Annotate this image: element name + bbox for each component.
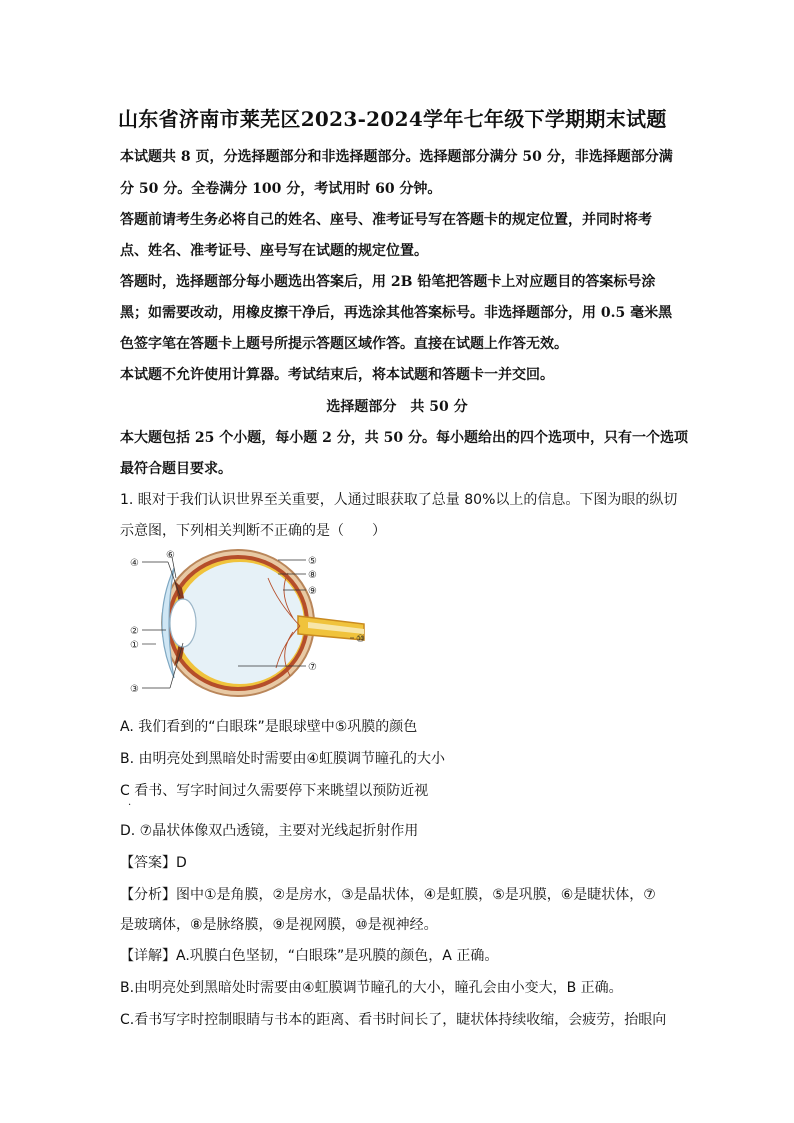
label-3: ③ <box>130 684 139 695</box>
section-description: 本大题包括 25 个小题，每小题 2 分，共 50 分。每小题给出的四个选项中，只有一个选项 <box>120 430 688 446</box>
label-4: ④ <box>130 558 139 569</box>
option-b: B. 由明亮处到黑暗处时需要由④虹膜调节瞳孔的大小 <box>120 751 446 767</box>
instruction-line: 黑；如需要改动，用橡皮擦干净后，再选涂其他答案标号。非选择题部分，用 0.5 毫米黑 <box>120 305 673 321</box>
section-title: 选择题部分 共 50 分 <box>326 399 468 415</box>
instruction-line: 本试题共 8 页，分选择题部分和非选择题部分。选择题部分满分 50 分，非选择题部分满 <box>120 149 673 165</box>
instruction-line: 答题前请考生务必将自己的姓名、座号、准考证号写在答题卡的规定位置，并同时将考 <box>120 212 652 228</box>
option-c-dot: . <box>128 797 132 808</box>
label-8: ⑧ <box>308 570 317 581</box>
label-5: ⑤ <box>308 556 317 567</box>
option-d: D. ⑦晶状体像双凸透镜，主要对光线起折射作用 <box>120 823 419 839</box>
eye-section-figure <box>128 548 376 698</box>
question-stem: 示意图，下列相关判断不正确的是（ ） <box>120 523 386 539</box>
analysis-line: 是玻璃体，⑧是脉络膜，⑨是视网膜，⑩是视神经。 <box>120 917 438 933</box>
label-9: ⑨ <box>308 586 317 597</box>
label-6: ⑥ <box>166 550 175 561</box>
exam-title: 山东省济南市莱芜区2023-2024学年七年级下学期期末试题 <box>118 107 667 131</box>
section-description: 最符合题目要求。 <box>120 461 232 477</box>
instruction-line: 点、姓名、准考证号、座号写在试题的规定位置。 <box>120 243 428 259</box>
lens-shape <box>170 599 196 647</box>
option-c: C 看书、写字时间过久需要停下来眺望以预防近视 <box>120 783 429 799</box>
detail-line: 【详解】A.巩膜白色坚韧，“白眼珠”是巩膜的颜色，A 正确。 <box>120 948 499 964</box>
label-1: ① <box>130 640 139 651</box>
question-stem: 1. 眼对于我们认识世界至关重要，人通过眼获取了总量 80%以上的信息。下图为眼的纵切 <box>120 492 678 508</box>
label-2: ② <box>130 626 139 637</box>
detail-line: B.由明亮处到黑暗处时需要由④虹膜调节瞳孔的大小，瞳孔会由小变大，B 正确。 <box>120 980 623 996</box>
instruction-line: 答题时，选择题部分每小题选出答案后，用 2B 铅笔把答题卡上对应题目的答案标号涂 <box>120 274 656 290</box>
eye-diagram <box>128 548 376 698</box>
instruction-line: 本试题不允许使用计算器。考试结束后，将本试题和答题卡一并交回。 <box>120 367 554 383</box>
label-7: ⑦ <box>308 662 317 673</box>
analysis-line: 【分析】图中①是角膜，②是房水，③是晶状体，④是虹膜，⑤是巩膜，⑥是睫状体，⑦ <box>120 887 656 903</box>
label-10: ⑩ <box>356 634 365 645</box>
instruction-line: 分 50 分。全卷满分 100 分，考试用时 60 分钟。 <box>120 181 442 197</box>
option-a: A. 我们看到的“白眼珠”是眼球壁中⑤巩膜的颜色 <box>120 719 418 735</box>
answer-line: 【答案】D <box>120 855 187 871</box>
detail-line: C.看书写字时控制眼睛与书本的距离、看书时间长了，睫状体持续收缩，会疲劳，抬眼向 <box>120 1012 667 1028</box>
instruction-line: 色签字笔在答题卡上题号所提示答题区域作答。直接在试题上作答无效。 <box>120 336 568 352</box>
